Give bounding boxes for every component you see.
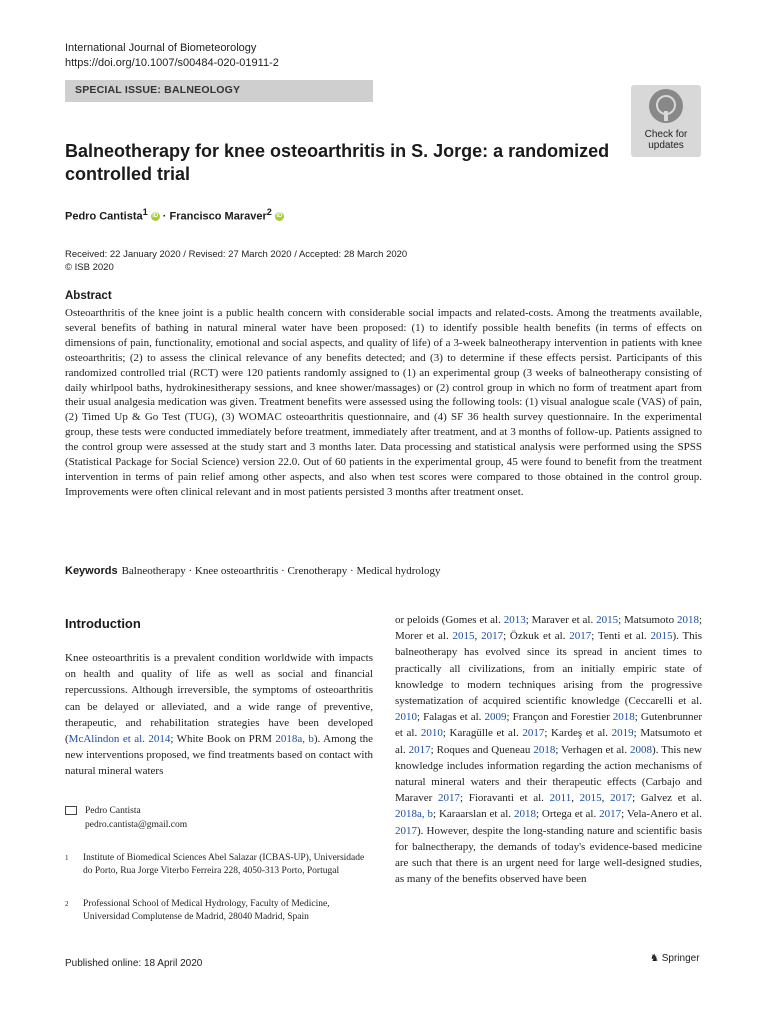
published-date: Published online: 18 April 2020 bbox=[65, 958, 203, 969]
keywords-line bbox=[65, 565, 702, 577]
citation-link[interactable]: 2008 bbox=[630, 743, 653, 756]
body-text: ; Karagülle et al. bbox=[442, 727, 523, 740]
affiliation-number: 1 bbox=[65, 854, 69, 862]
body-text: ; Vela-Anero et al. bbox=[621, 808, 702, 821]
citation-link[interactable]: 2015 bbox=[452, 630, 475, 643]
citation-link[interactable]: 2017 bbox=[395, 824, 417, 837]
body-text: ). This new knowledge includes information regarding the action mechanisms of natural mineral waters and their therapeutic effects (Carbajo and Maraver bbox=[395, 743, 702, 805]
check-for-updates-badge[interactable] bbox=[631, 85, 701, 157]
citation-link[interactable]: 2017 bbox=[481, 630, 504, 643]
citation-link[interactable]: 2011 bbox=[549, 792, 572, 805]
body-text: ; Roques and Queneau bbox=[430, 743, 534, 756]
body-text: ; Karaarslan et al. bbox=[433, 808, 514, 821]
citation-link[interactable]: 2015 bbox=[596, 614, 619, 626]
corresponding-author: Pedro Cantista bbox=[85, 806, 141, 816]
citation-link[interactable]: 2009 bbox=[484, 711, 507, 724]
citation-link[interactable]: 2018 bbox=[533, 743, 556, 756]
orcid-icon[interactable]: iD bbox=[152, 213, 159, 220]
citation-link[interactable]: 2013 bbox=[503, 614, 526, 626]
affiliation-2 bbox=[65, 898, 365, 924]
special-issue-label: SPECIAL ISSUE: BALNEOLOGY bbox=[75, 84, 241, 96]
body-text: ; Matsumoto bbox=[618, 614, 677, 626]
citation-link[interactable]: 2015 bbox=[579, 792, 602, 805]
citation-link[interactable]: 2018 bbox=[676, 614, 699, 626]
abstract-text: Osteoarthritis of the knee joint is a public health concern with considerable social impacts and related-costs. Among the treatments available, several benefits of bathing in natural mineral water have been proposed: (1) to identify possible health benefits (in terms of effects on dimensions of pain, functionality, emotional and social aspects, and quality of life) of a 3-week balneotherapy intervention in patients with knee osteoarthritis; (2) to assess the clinical relevance of any benefits detected; and (3) to determine if these effects persist. Participants of this randomized controlled trial (RCT) were 120 patients randomly assigned to (1) an experimental group (3 weeks of balneotherapy consisting of daily whirlpool baths, hydrokinesitherapy sessions, and knee shower/massages) or (2) control group in which no form of treatment apart from their usual analgesia medication was given. Treatment benefits were assessed using the following tools: (1) visual analogue scale (VAS) of pain, (2) Timed Up & Go Test (TUG), (3) WOMAC osteoarthritis questionnaire, and (4) SF 36 health survey questionnaire. In the experimental group, these tests were conducted immediately before treatment, immediately after treatment, and at 3 months of follow-up. Patients assigned to the control group were assessed at the study start and 3 months later. Data processing and statistical analysis were performed using the SPSS (Statistical Package for Social Science) version 22.0. Out of 60 patients in the experimental group, 45 were found to benefit from the treatment intervention in terms of pain relief among other aspects, and also when test scores were compared to those obtained in the control group. Improvements were often clinical relevant and in most patients persisted 3 months after treatment onset. bbox=[65, 307, 702, 498]
affiliation-number: 2 bbox=[65, 900, 69, 908]
citation-link[interactable]: 2018a, b bbox=[275, 733, 314, 746]
citation-link[interactable]: 2018 bbox=[612, 711, 635, 724]
citation-link[interactable]: 2017 bbox=[610, 792, 633, 805]
body-text: ; Kardeş et al. bbox=[544, 727, 612, 740]
author-affiliation-ref: 2 bbox=[266, 207, 272, 217]
orcid-icon[interactable]: iD bbox=[276, 213, 283, 220]
body-text: ; Ortega et al. bbox=[535, 808, 600, 821]
citation-link[interactable]: 2017 bbox=[569, 630, 592, 643]
correspondence bbox=[65, 804, 187, 832]
doi-link[interactable]: https://doi.org/10.1007/s00484-020-01911-2 bbox=[65, 57, 279, 69]
keywords-label: Keywords bbox=[65, 565, 118, 577]
publisher-logo bbox=[650, 953, 700, 964]
citation-link[interactable]: 2018 bbox=[513, 808, 536, 821]
author-list bbox=[65, 207, 284, 223]
body-text: ; Morer et al. bbox=[395, 614, 703, 643]
body-text: , bbox=[571, 792, 580, 805]
body-text: Knee osteoarthritis is a prevalent condition worldwide with impacts on health and quality of life as well as social and financial repercussions. Although irreversible, the symptoms of osteoarthritis can be delayed or alleviated, and a wide range of preventive, therapeutic, and rehabilitation strategies have been developed ( bbox=[65, 652, 373, 746]
body-text: ; Gutenbrunner et al. bbox=[395, 711, 702, 740]
envelope-icon bbox=[65, 806, 77, 815]
affiliation-text: Professional School of Medical Hydrology, Faculty of Medicine, Universidad Complutense de Madrid, 28040 Madrid, Spain bbox=[83, 899, 330, 922]
citation-link[interactable]: 2018a, b bbox=[395, 808, 434, 821]
citation-link[interactable]: 2019 bbox=[611, 727, 634, 740]
citation-link[interactable]: 2010 bbox=[420, 727, 443, 740]
body-text: ). Among the new interventions proposed, we find treatments based on contact with natural mineral waters bbox=[65, 733, 374, 778]
citation-link[interactable]: 2015 bbox=[650, 630, 673, 643]
author-affiliation-ref: 1 bbox=[142, 207, 148, 217]
citation-link[interactable]: 2017 bbox=[522, 727, 545, 740]
journal-name: International Journal of Biometeorology bbox=[65, 42, 257, 54]
body-text: ; Maraver et al. bbox=[525, 614, 597, 626]
introduction-column-left bbox=[65, 650, 373, 780]
body-text: ; Fioravanti et al. bbox=[459, 792, 550, 805]
corresponding-email[interactable]: pedro.cantista@gmail.com bbox=[85, 820, 188, 830]
publisher-name: Springer bbox=[661, 953, 700, 964]
citation-link[interactable]: 2017 bbox=[437, 792, 460, 805]
body-text: ). However, despite the long-standing nature and scientific basis for balnectherapy, the demands of today's evidence-based medicine are such that there is an urgent need for large well-designed studies, as many of the benefits observed have been bbox=[395, 824, 702, 886]
article-title: Balneotherapy for knee osteoarthritis in S. Jorge: a randomized controlled trial bbox=[65, 141, 610, 184]
journal-header bbox=[65, 41, 279, 71]
introduction-column-right bbox=[395, 612, 702, 887]
body-text: , bbox=[601, 792, 611, 805]
body-text: ; Tenti et al. bbox=[591, 630, 651, 643]
citation-link[interactable]: 2017 bbox=[599, 808, 622, 821]
abstract-heading: Abstract bbox=[65, 290, 112, 302]
author-name[interactable]: Francisco Maraver bbox=[169, 210, 267, 223]
citation-link[interactable]: McAlindon et al. 2014 bbox=[68, 733, 171, 746]
body-text: ; Verhagen et al. bbox=[555, 743, 631, 756]
received-revised-accepted: Received: 22 January 2020 / Revised: 27 March 2020 / Accepted: 28 March 2020 bbox=[65, 249, 408, 260]
introduction-heading: Introduction bbox=[65, 616, 141, 631]
body-text: or peloids (Gomes et al. bbox=[395, 614, 504, 626]
body-text: ; Matsumoto et al. bbox=[395, 727, 702, 756]
check-updates-line1: Check for bbox=[644, 129, 688, 140]
keywords-text: Balneotherapy · Knee osteoarthritis · Crenotherapy · Medical hydrology bbox=[121, 565, 441, 577]
citation-link[interactable]: 2017 bbox=[408, 743, 431, 756]
copyright-line: © ISB 2020 bbox=[65, 262, 114, 273]
special-issue-banner bbox=[65, 80, 373, 102]
body-text: ; Falagas et al. bbox=[417, 711, 485, 724]
check-updates-line2: updates bbox=[648, 140, 684, 151]
body-text: ; Galvez et al. bbox=[632, 792, 703, 805]
body-text: ; Özkuk et al. bbox=[503, 630, 570, 643]
author-name[interactable]: Pedro Cantista bbox=[65, 210, 143, 223]
article-dates bbox=[65, 248, 407, 274]
crossmark-icon bbox=[649, 89, 683, 123]
body-text: , bbox=[474, 630, 482, 643]
body-text: ; Françon and Forestier bbox=[506, 711, 613, 724]
author-separator: · bbox=[162, 210, 167, 223]
springer-horse-icon: ♞ bbox=[650, 953, 659, 964]
citation-link[interactable]: 2010 bbox=[395, 711, 417, 724]
affiliation-text: Institute of Biomedical Sciences Abel Salazar (ICBAS-UP), Universidade do Porto, Rua Jorge Viterbo Ferreira 228, 4050-313 Porto, Portugal bbox=[83, 853, 365, 876]
affiliation-1 bbox=[65, 852, 365, 878]
body-text: ). This balneotherapy has evolved since its spread in ancient times to practically all civilizations, from an initially empiric state of knowledge to modern techniques arising from the progressive systematization of acquired scientific knowledge (Ceccarelli et al. bbox=[395, 630, 703, 708]
body-text: ; White Book on PRM bbox=[170, 733, 276, 746]
